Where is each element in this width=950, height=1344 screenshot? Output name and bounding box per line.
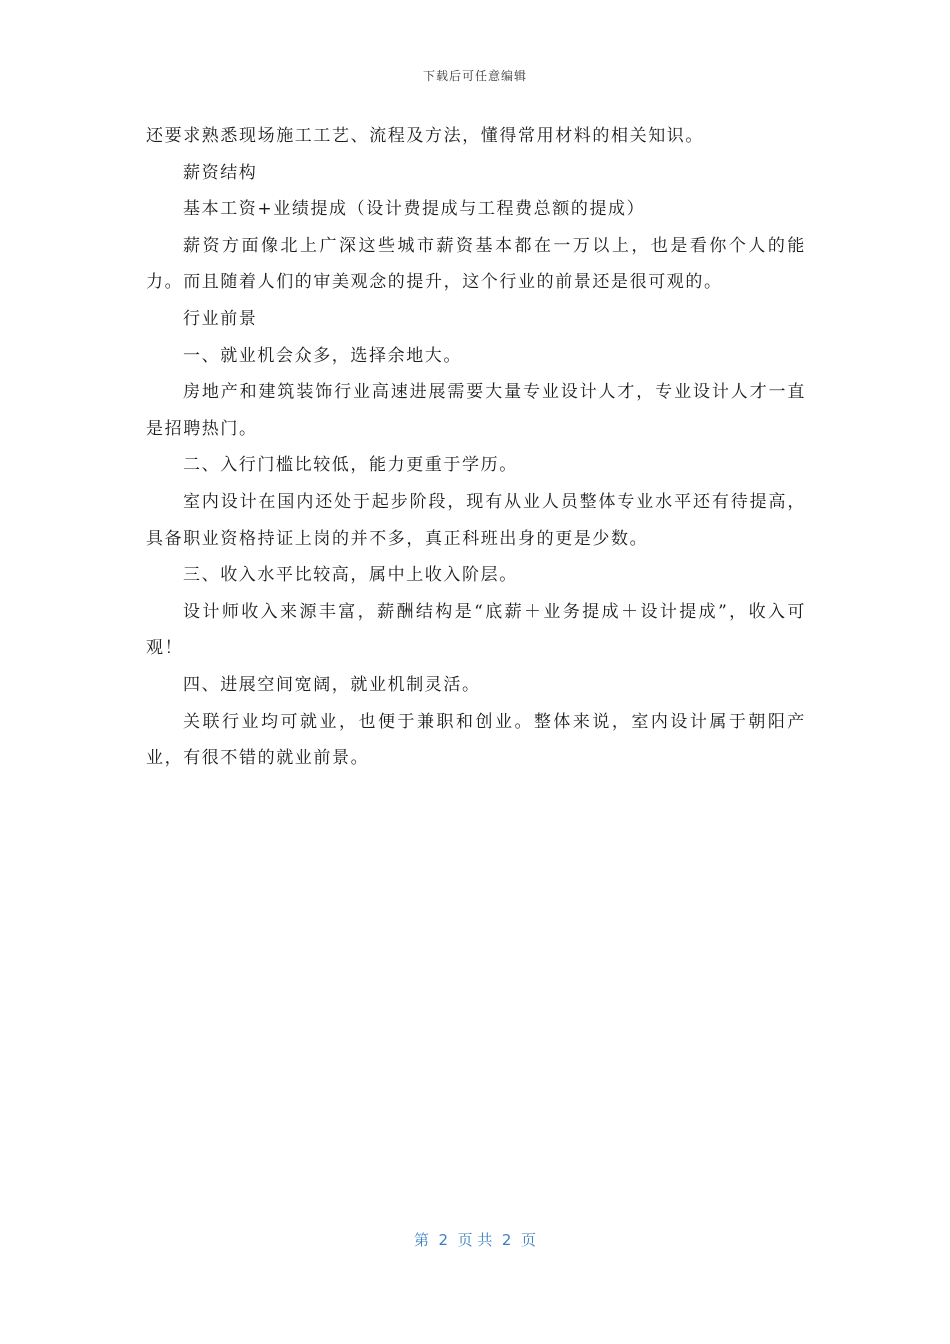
paragraph-salary-level: 薪资方面像北上广深这些城市薪资基本都在一万以上，也是看你个人的能力。而且随着人们的审美观念的提升，这个行业的前景还是很可观的。 bbox=[146, 235, 806, 293]
point-1-text: 房地产和建筑装饰行业高速进展需要大量专业设计人才，专业设计人才一直是招聘热门。 bbox=[146, 382, 806, 439]
document-body bbox=[146, 118, 806, 777]
point-4-text: 关联行业均可就业，也便于兼职和创业。整体来说，室内设计属于朝阳产业，有很不错的就业前景。 bbox=[146, 711, 806, 769]
paragraph-continuation: 还要求熟悉现场施工工艺、流程及方法，懂得常用材料的相关知识。 bbox=[146, 126, 704, 146]
page-number-footer: 第 2 页 共 2 页 bbox=[414, 1231, 536, 1249]
point-4-heading: 四、进展空间宽阔，就业机制灵活。 bbox=[183, 674, 481, 695]
point-1-heading: 一、就业机会众多，选择余地大。 bbox=[183, 345, 462, 366]
heading-industry-outlook: 行业前景 bbox=[183, 308, 258, 329]
point-3-heading: 三、收入水平比较高，属中上收入阶层。 bbox=[183, 565, 518, 586]
paragraph-salary-formula: 基本工资+业绩提成（设计费提成与工程费总额的提成） bbox=[183, 199, 646, 220]
point-2-text: 室内设计在国内还处于起步阶段，现有从业人员整体专业水平还有待提高，具备职业资格持证上岗的并不多，真正科班出身的更是少数。 bbox=[146, 491, 806, 549]
heading-salary-structure: 薪资结构 bbox=[183, 162, 258, 183]
page-header-note: 下载后可任意编辑 bbox=[422, 69, 527, 83]
point-3-text: 设计师收入来源丰富，薪酬结构是“底薪＋业务提成＋设计提成”，收入可观！ bbox=[146, 601, 806, 659]
point-2-heading: 二、入行门槛比较低，能力更重于学历。 bbox=[183, 455, 518, 476]
